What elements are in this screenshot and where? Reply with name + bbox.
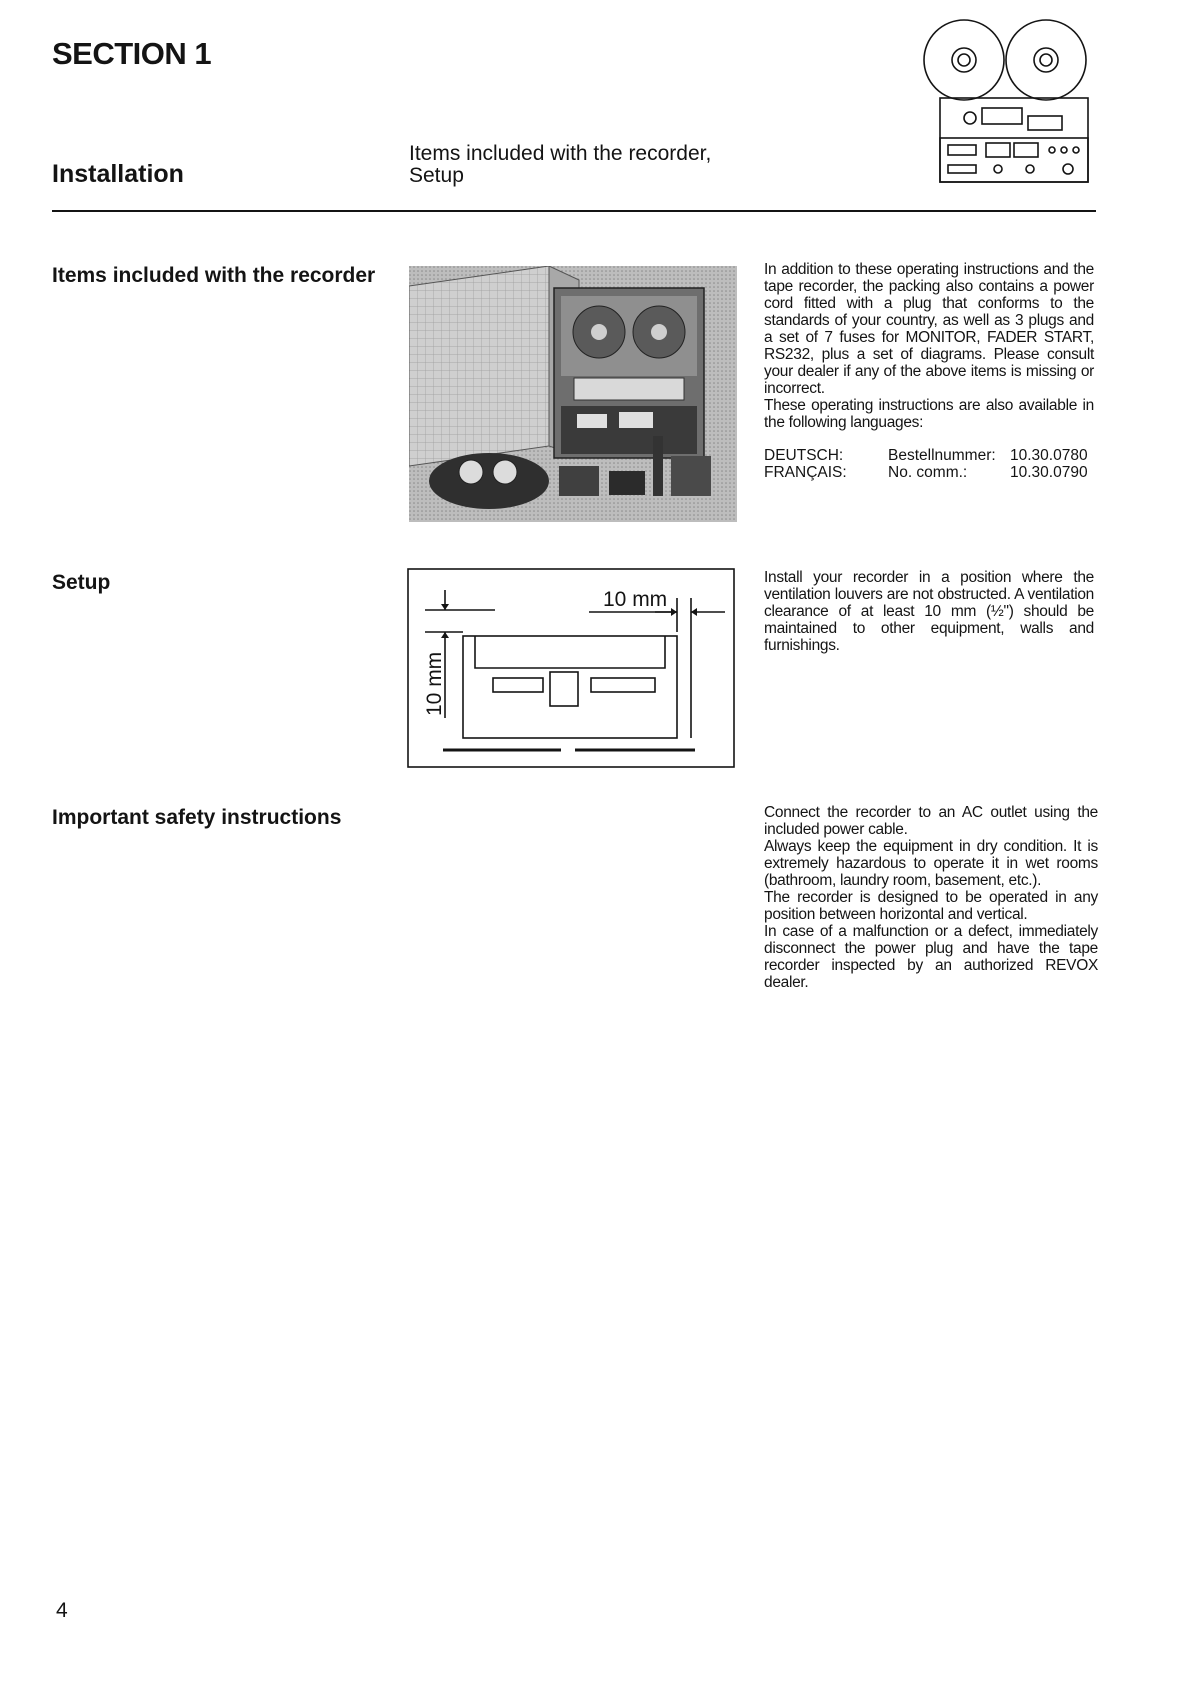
order-label: No. comm.:	[888, 464, 968, 481]
language-name: FRANÇAIS:	[764, 464, 847, 481]
packing-contents-photo	[409, 266, 737, 522]
section-label: SECTION 1	[52, 36, 212, 71]
order-number: 10.30.0780	[1010, 447, 1088, 464]
setup-text	[764, 569, 1094, 654]
order-label: Bestellnummer:	[888, 447, 996, 464]
subtitle-line: Items included with the recorder,	[409, 142, 712, 165]
chapter-subtitle	[409, 143, 711, 187]
paragraph: In addition to these operating instructions and the tape recorder, the packing also contains a power cord fitted with a plug that conforms to the standards of your country, as well as 3 plugs and a set of 7 fuses for MONITOR, FADER START, RS232, plus a set of diagrams. Please consult your dealer if any of the above items is missing or incorrect.	[764, 261, 1094, 397]
safety-heading: Important safety instructions	[52, 806, 342, 829]
safety-text	[764, 804, 1098, 991]
subtitle-line: Setup	[409, 164, 464, 187]
page-number: 4	[56, 1599, 68, 1622]
paragraph: Connect the recorder to an AC outlet using the included power cable.	[764, 804, 1098, 838]
paragraph: In case of a malfunction or a defect, immediately disconnect the power plug and have the tape recorder inspected by an authorized REVOX dealer.	[764, 923, 1098, 991]
tape-recorder-logo-icon	[910, 8, 1096, 188]
paragraph: The recorder is designed to be operated in any position between horizontal and vertical.	[764, 889, 1098, 923]
paragraph: These operating instructions are also available in the following languages:	[764, 397, 1094, 431]
order-number: 10.30.0790	[1010, 464, 1088, 481]
paragraph: Install your recorder in a position where the ventilation louvers are not obstructed. A ventilation clearance of at least 10 mm (½") should be maintained to other equipment, walls and furnishings.	[764, 569, 1094, 654]
horizontal-clearance-label: 10 mm	[603, 588, 668, 611]
header-divider	[52, 210, 1096, 212]
setup-heading: Setup	[52, 571, 111, 594]
chapter-title: Installation	[52, 160, 184, 188]
paragraph: Always keep the equipment in dry condition. It is extremely hazardous to operate it in wet rooms (bathroom, laundry room, basement, etc.).	[764, 838, 1098, 889]
items-included-text	[764, 261, 1094, 431]
vertical-clearance-label: 10 mm	[423, 651, 446, 716]
language-list	[764, 447, 1096, 481]
list-item	[764, 464, 1096, 481]
items-included-heading: Items included with the recorder	[52, 264, 376, 287]
language-name: DEUTSCH:	[764, 447, 844, 464]
ventilation-clearance-diagram	[407, 568, 735, 768]
list-item	[764, 447, 1096, 464]
